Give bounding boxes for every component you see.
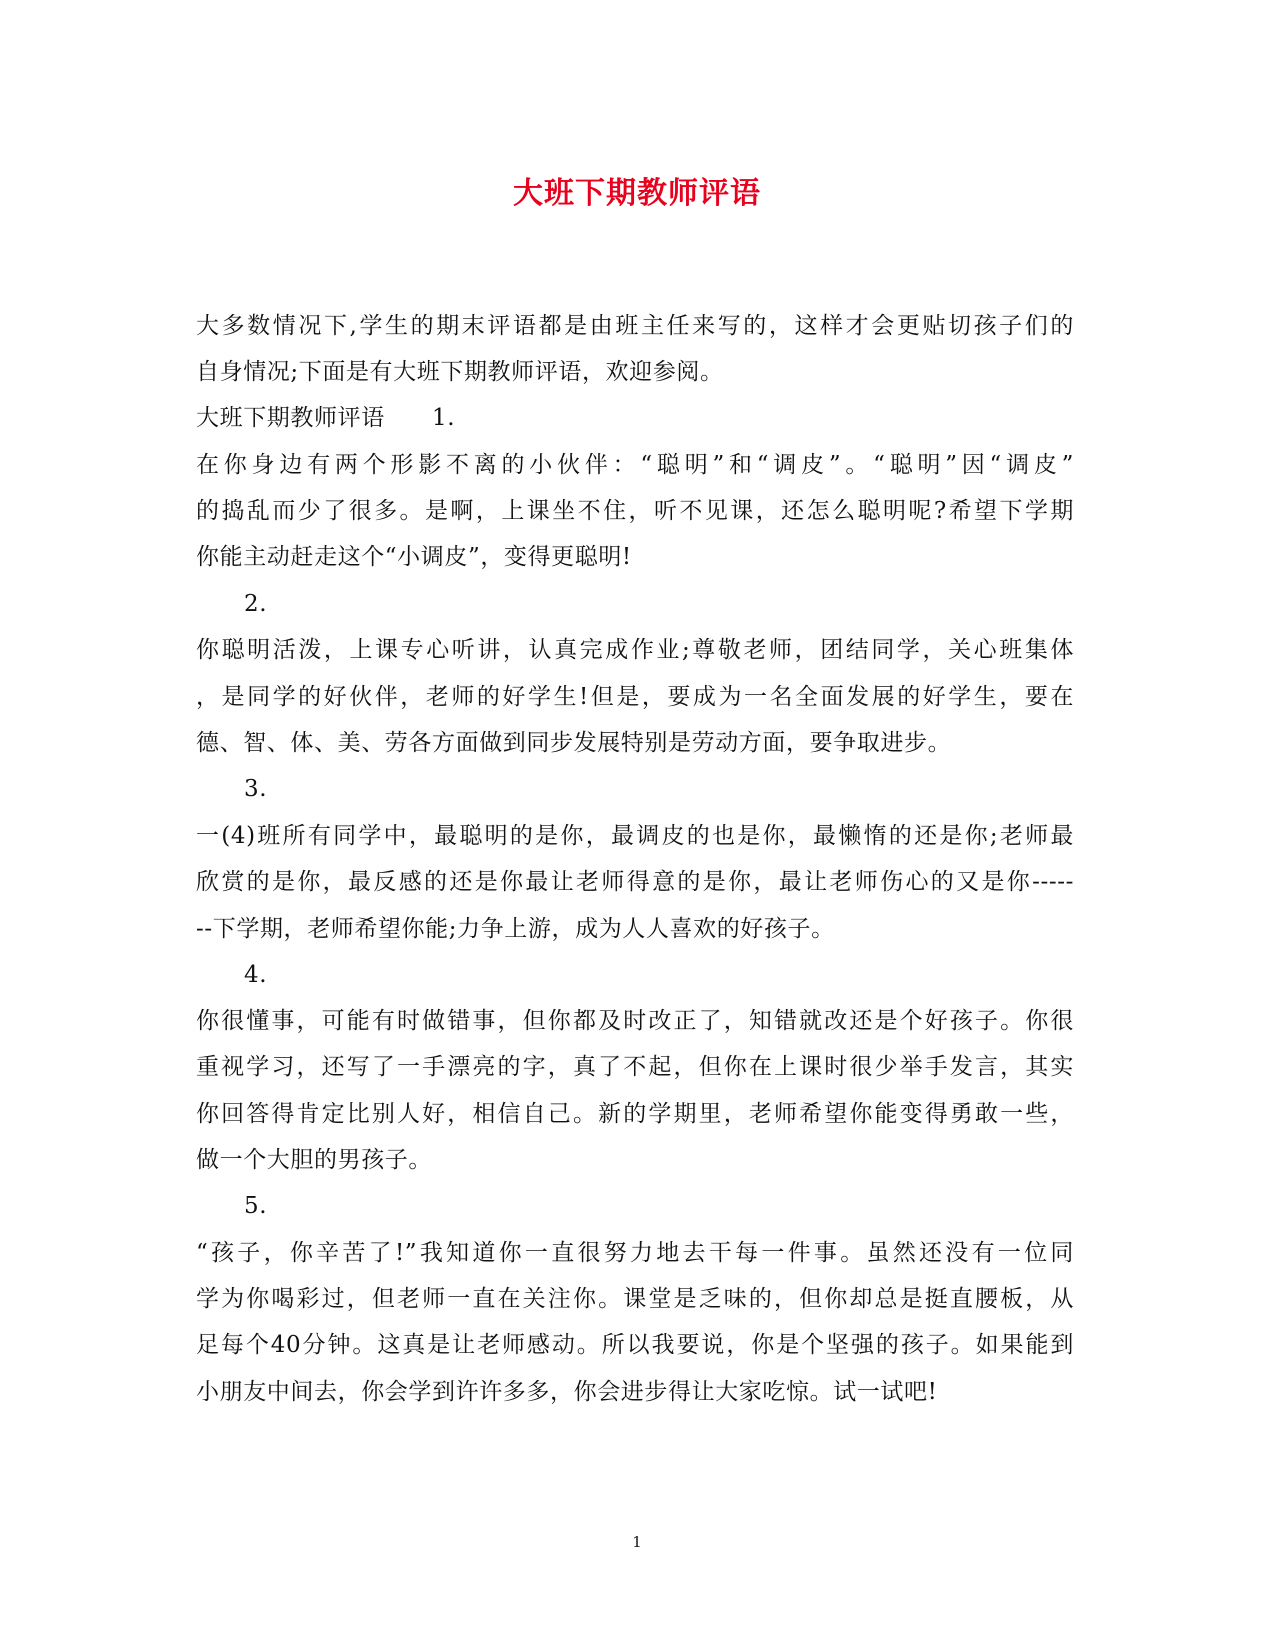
text-line: 你能主动赶走这个“小调皮”，变得更聪明! — [196, 544, 632, 570]
text-line: 你聪明活泼，上课专心听讲，认真完成作业;尊敬老师，团结同学，关心班集体 — [196, 637, 1074, 663]
item-number: 4. — [244, 962, 268, 988]
text-line: ，是同学的好伙伴，老师的好学生!但是，要成为一名全面发展的好学生，要在 — [196, 684, 1074, 710]
text-line: 你回答得肯定比别人好，相信自己。新的学期里，老师希望你能变得勇敢一些， — [196, 1101, 1074, 1127]
document-title: 大班下期教师评语 — [513, 176, 761, 211]
text-line: 的捣乱而少了很多。是啊，上课坐不住，听不见课，还怎么聪明呢?希望下学期 — [196, 498, 1074, 524]
item-number: 2. — [244, 591, 268, 617]
text-line: 自身情况;下面是有大班下期教师评语，欢迎参阅。 — [196, 359, 724, 385]
text-line: 做一个大胆的男孩子。 — [196, 1147, 432, 1173]
text-line: 一(4)班所有同学中，最聪明的是你，最调皮的也是你，最懒惰的还是你;老师最 — [196, 823, 1074, 849]
text-line: 欣赏的是你，最反感的还是你最让老师得意的是你，最让老师伤心的又是你----- — [196, 869, 1074, 895]
text-line: 足每个40分钟。这真是让老师感动。所以我要说，你是个坚强的孩子。如果能到 — [196, 1332, 1074, 1358]
text-line: 你很懂事，可能有时做错事，但你都及时改正了，知错就改还是个好孩子。你很 — [196, 1008, 1074, 1034]
page-number: 1 — [632, 1533, 642, 1551]
item-number: 5. — [244, 1193, 268, 1219]
text-line: 重视学习，还写了一手漂亮的字，真了不起，但你在上课时很少举手发言，其实 — [196, 1054, 1074, 1080]
text-line: “孩子，你辛苦了!”我知道你一直很努力地去干每一件事。虽然还没有一位同 — [196, 1240, 1074, 1266]
text-line: 学为你喝彩过，但老师一直在关注你。课堂是乏味的，但你却总是挺直腰板，从 — [196, 1286, 1074, 1312]
item-number: 3. — [244, 776, 268, 802]
text-line: 小朋友中间去，你会学到许许多多，你会进步得让大家吃惊。试一试吧! — [196, 1379, 938, 1405]
text-line: 在你身边有两个形影不离的小伙伴：“聪明”和“调皮”。“聪明”因“调皮” — [196, 452, 1074, 478]
section-heading-line: 大班下期教师评语 1. — [196, 405, 456, 431]
text-line: 大多数情况下,学生的期末评语都是由班主任来写的，这样才会更贴切孩子们的 — [196, 313, 1074, 339]
text-line: 德、智、体、美、劳各方面做到同步发展特别是劳动方面，要争取进步。 — [196, 730, 952, 756]
text-line: --下学期，老师希望你能;力争上游，成为人人喜欢的好孩子。 — [196, 916, 835, 942]
